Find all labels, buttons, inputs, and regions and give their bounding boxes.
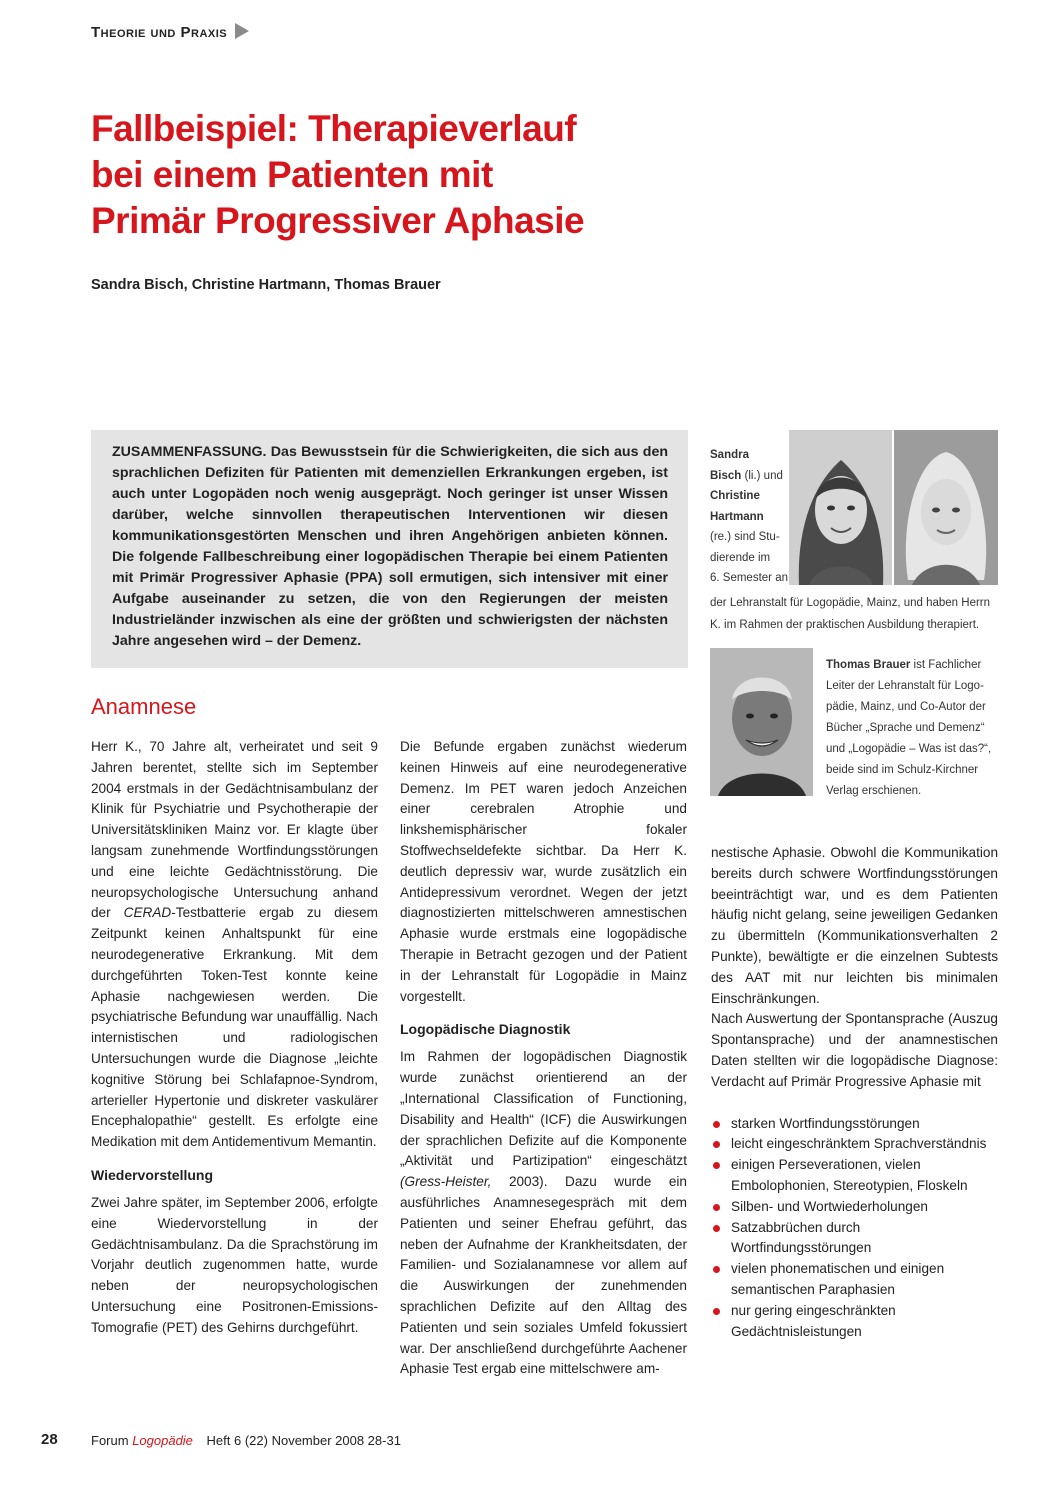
journal-name-accent: Logopädie: [132, 1433, 193, 1448]
paragraph: Zwei Jahre später, im September 2006, erfolgte eine Wiedervorstellung in der Gedächtnisambulanz. Da die Sprachstörung im Vorjahr deutlich zugenommen hatte, wurde neben der neuropsychologischen Untersuchung eine Positronen-Emissions-Tomografie (PET) des Gehirns durchgeführt.: [91, 1194, 378, 1335]
photo-thomas-brauer: [710, 648, 813, 796]
title-line-3: Primär Progressiver Aphasie: [91, 200, 585, 241]
bio-line: dierende im: [710, 551, 771, 564]
section-label: [91, 23, 249, 41]
page-number: 28: [41, 1431, 58, 1448]
article-title: [91, 106, 711, 244]
paragraph: nestische Aphasie. Obwohl die Kommunikation bereits durch schwere Wortfindungsstörungen beeinträchtigt war, und es dem Patienten häufig nicht gelang, seine jeweiligen Gedanken zu übermitteln (Kommunikationsverhalten 2 Punkte), bewältigte er die einzelnen Subtests des AAT mit nur leichten bis minimalen Einschränkungen.: [711, 845, 998, 1006]
list-item: einigen Perseverationen, vielen Embolophonien, Stereotypien, Floskeln: [711, 1155, 998, 1197]
bio-line: beide sind im Schulz-Kirchner: [826, 764, 979, 776]
photo-christine-hartmann: [894, 430, 998, 585]
bio-line: Hartmann: [710, 510, 764, 523]
brauer-bio: [826, 655, 1006, 802]
bio-line: und „Logopädie – Was ist das?“,: [826, 743, 992, 755]
bio-line: Bisch (li.) und: [710, 469, 783, 482]
bio-line: der Lehranstalt für Logopädie, Mainz, und haben Herrn: [710, 597, 991, 609]
issue-info: Heft 6 (22) November 2008 28-31: [206, 1433, 401, 1448]
heading-anamnese: Anamnese: [91, 694, 197, 719]
portrait-icon: [789, 430, 892, 585]
bio-line: 6. Semester an: [710, 572, 788, 584]
bio-line: K. im Rahmen der praktischen Ausbildung therapiert.: [710, 619, 980, 631]
body-column-2: [400, 737, 687, 1380]
heading-wiedervorstellung: Wiedervorstellung: [91, 1166, 214, 1183]
article-authors: Sandra Bisch, Christine Hartmann, Thomas Brauer: [91, 277, 441, 293]
section-label-text: Theorie und Praxis: [91, 24, 228, 41]
bio-line: Verlag erschienen.: [826, 785, 922, 797]
triangle-right-icon: [235, 23, 249, 39]
bio-line: Bücher „Sprache und Demenz“: [826, 722, 985, 734]
body-column-3: [711, 843, 998, 1342]
paragraph: Im Rahmen der logopädischen Diagnostik wurde zunächst orientierend an der „International Classification of Functioning, Disability and Health“ (ICF) die Auswirkungen der sprachlichen Defizite auf die Komponente „Aktivität und Partizipation“ eingeschätzt (Gress-Heister, 2003). Dazu wurde ein ausführliches Anamnesegespräch mit dem Patienten und seiner Ehefrau geführt, das neben der Aufnahme der Krankheitsdaten, der Familien- und Sozialanamnese vor allem auf die Auswirkungen der zunehmenden sprachlichen Defizite auf den Alltag des Patienten und sein soziales Umfeld fokussiert war. Der anschließend durchgeführte Aachener Aphasie Test ergab eine mittelschwere am-: [400, 1049, 687, 1377]
list-item: leicht eingeschränktem Sprachverständnis: [711, 1134, 998, 1155]
abstract-text: ZUSAMMENFASSUNG. Das Bewusstsein für die Schwierigkeiten, die sich aus den sprachlichen Defiziten für Patienten mit demenziellen Erkrankungen ergeben, ist auch unter Logopäden noch wenig ausgeprägt. Noch geringer ist unser Wissen darüber, welche sinnvollen therapeutischen Interventionen wir diesen kommunikationsgestörten Menschen und ihren Angehörigen anbieten können. Die folgende Fallbeschreibung einer logopädischen Therapie bei einem Patienten mit Primär Progressiver Aphasie (PPA) soll ermutigen, sich intensiver mit einer Aufgabe auseinander zu setzen, die von den Regierungen der meisten Industrieländer inzwischen als eine der größten und schwierigsten der nächsten Jahre angesehen wird – der Demenz.: [112, 444, 668, 649]
heading-logopaedische-diagnostik: Logopädische Diagnostik: [400, 1021, 571, 1038]
bio-line: Leiter der Lehranstalt für Logo-: [826, 680, 984, 692]
journal-footer: [91, 1433, 401, 1448]
paragraph: Herr K., 70 Jahre alt, verheiratet und seit 9 Jahren berentet, stellte sich im September 2004 erstmals in der Gedächtnisambulanz der Klinik für Psychiatrie und Psychotherapie der Universitätskliniken Mainz vor. Er klagte über langsam zunehmende Wortfindungsstörungen und eine leichte Gedächtnisstörung. Die neuropsychologische Untersuchung anhand der CERAD-Testbatterie ergab zu diesem Zeitpunkt keinen Anhaltspunkt für eine neurodegenerative Erkrankung. Mit dem durchgeführten Token-Test konnte keine Aphasie nachgewiesen werden. Die psychiatrische Befundung war unauffällig. Nach internistischen und radiologischen Untersuchungen wurde die Diagnose „leichte kognitive Störung bei Schlafapnoe-Syndrom, arterieller Hypertonie und diskreter vaskulärer Encephalopathie“ gestellt. Es erfolgte eine Medikation mit dem Antidementivum Memantin.: [91, 739, 378, 1150]
photo-sandra-bisch: [789, 430, 892, 585]
student-bio-continued: [710, 592, 1010, 636]
title-line-1: Fallbeispiel: Therapieverlauf: [91, 108, 577, 149]
paragraph: Die Befunde ergaben zunächst wiederum keinen Hinweis auf eine neurodegenerative Demenz. Im PET waren jedoch Anzeichen einer cerebralen Atrophie und linkshemisphärischer fokaler Stoffwechseldefekte sichtbar. Da Herr K. deutlich depressiv war, wurde zusätzlich ein Antidepressivum verordnet. Wegen der jetzt diagnostizierten mittelschweren amnestischen Aphasie wurde erstmals eine logopädische Therapie in Betracht gezogen und der Patient in der Lehranstalt für Logopädie in Mainz vorgestellt.: [400, 739, 687, 1004]
paragraph: Nach Auswertung der Spontansprache (Auszug Spontansprache) und der anamnestischen Daten stellten wir die logopädische Diagnose: Verdacht auf Primär Progressive Aphasie mit: [711, 1011, 998, 1089]
bio-line: Thomas Brauer ist Fachlicher: [826, 659, 982, 671]
portrait-icon: [894, 430, 998, 585]
student-bio: [710, 445, 790, 589]
list-item: vielen phonematischen und einigen semantischen Paraphasien: [711, 1259, 998, 1301]
bio-line: Sandra: [710, 449, 749, 461]
list-item: Satzabbrüchen durch Wortfindungsstörungen: [711, 1218, 998, 1260]
portrait-icon: [710, 648, 813, 796]
list-item: nur gering eingeschränkten Gedächtnisleistungen: [711, 1301, 998, 1343]
list-item: Silben- und Wortwiederholungen: [711, 1197, 998, 1218]
journal-name: Forum: [91, 1433, 129, 1448]
bio-line: Christine: [710, 490, 760, 502]
body-column-1: [91, 737, 378, 1339]
bio-line: pädie, Mainz, und Co-Autor der: [826, 701, 986, 713]
diagnosis-list: [711, 1114, 998, 1343]
list-item: starken Wortfindungsstörungen: [711, 1114, 998, 1135]
title-line-2: bei einem Patienten mit: [91, 154, 493, 195]
bio-line: (re.) sind Stu-: [710, 531, 780, 543]
